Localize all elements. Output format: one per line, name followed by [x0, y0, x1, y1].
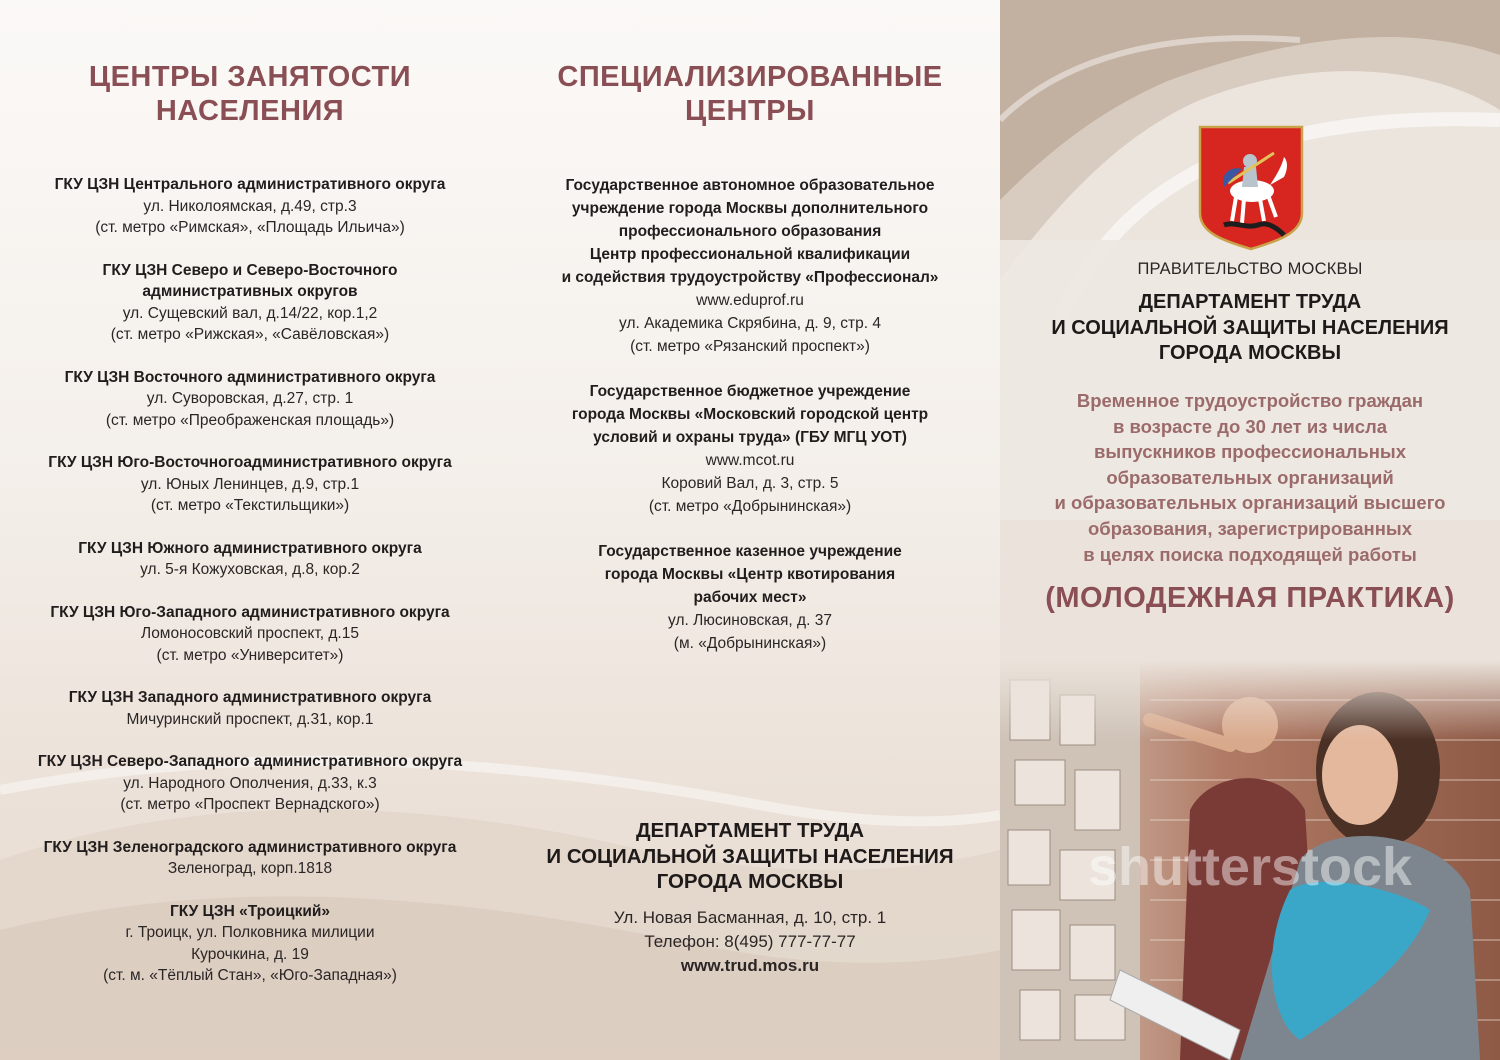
department-phone: Телефон: 8(495) 777-77-77	[644, 931, 856, 951]
center-address-line: Курочкина, д. 19	[191, 945, 309, 963]
center-address-line: ул. Юных Ленинцев, д.9, стр.1	[140, 475, 360, 493]
center-address-line: ул. 5-я Кожуховская, д.8, кор.2	[140, 561, 360, 578]
center-name: Государственное казенное учреждение города Москвы «Центр квотирования рабочих мест»	[598, 543, 902, 606]
center-address-line: ул. Народного Ополчения, д.33, к.3	[123, 774, 377, 792]
center-address-line: (ст. метро «Текстильщики»)	[150, 497, 350, 514]
center-name: ГКУ ЦЗН Западного административного округа	[68, 689, 432, 706]
center-name: ГКУ ЦЗН Юго-Восточногоадминистративного округа	[48, 454, 452, 471]
center-address-line: ул. Люсиновская, д. 37	[668, 612, 832, 629]
center-name: Государственное бюджетное учреждение города Москвы «Московский городской центр условий и охраны труда» (ГБУ МГЦ УОТ)	[571, 383, 929, 446]
department-website-link[interactable]: www.trud.mos.ru	[680, 955, 820, 975]
center-website-link[interactable]: www.mcot.ru	[705, 452, 795, 469]
center-entry	[20, 602, 480, 667]
center-name: ГКУ ЦЗН Северо и Северо-Восточного административных округов	[102, 261, 398, 300]
employment-centers-title: ЦЕНТРЫ ЗАНЯТОСТИ НАСЕЛЕНИЯ	[88, 61, 412, 127]
center-address-line: г. Троицк, ул. Полковника милиции	[125, 924, 375, 941]
center-address-line: (ст. метро «Преображенская площадь»)	[105, 411, 395, 429]
center-name: ГКУ ЦЗН Зеленоградского административного округа	[43, 838, 457, 856]
center-entry	[20, 687, 480, 730]
employment-centers-list	[20, 174, 480, 987]
center-name: ГКУ ЦЗН Центрального административного округа	[54, 176, 446, 193]
center-address-line: (ст. метро «Добрынинская»)	[648, 498, 852, 515]
center-entry	[20, 538, 480, 581]
center-name: ГКУ ЦЗН Южного административного округа	[78, 539, 422, 557]
center-address-line: (м. «Добрынинская»)	[673, 635, 827, 652]
center-entry	[20, 837, 480, 880]
center-address-line: ул. Академика Скрябина, д. 9, стр. 4	[619, 315, 881, 332]
center-entry	[520, 380, 980, 518]
center-entry	[20, 367, 480, 432]
center-address-line: Зеленоград, корп.1818	[167, 860, 333, 877]
cover-department-title: ДЕПАРТАМЕНТ ТРУДА И СОЦИАЛЬНОЙ ЗАЩИТЫ НАСЕЛЕНИЯ ГОРОДА МОСКВЫ	[1051, 291, 1449, 364]
center-entry	[20, 174, 480, 239]
center-address-line: ул. Суворовская, д.27, стр. 1	[146, 390, 354, 407]
center-address-line: (ст. метро «Рязанский проспект»)	[630, 338, 870, 355]
specialized-centers-column	[520, 60, 980, 677]
center-address-line: Мичуринский проспект, д.31, кор.1	[126, 710, 374, 728]
center-address-line: (ст. метро «Проспект Вернадского»)	[120, 796, 380, 813]
center-address-line: (ст. метро «Римская», «Площадь Ильича»)	[95, 219, 405, 236]
center-entry	[20, 751, 480, 816]
center-entry	[20, 901, 480, 987]
department-contacts	[520, 818, 980, 978]
center-address-line: (ст. м. «Тёплый Стан», «Юго-Западная»)	[103, 967, 397, 984]
center-name: ГКУ ЦЗН Северо-Западного административного округа	[37, 753, 463, 770]
department-address: Ул. Новая Басманная, д. 10, стр. 1	[613, 907, 887, 927]
center-entry	[20, 260, 480, 346]
center-name: ГКУ ЦЗН Восточного административного округа	[64, 368, 436, 386]
watermark-text: shutterstock	[1087, 837, 1413, 897]
center-entry	[20, 452, 480, 517]
government-label: ПРАВИТЕЛЬСТВО МОСКВЫ	[1137, 260, 1363, 278]
center-name: ГКУ ЦЗН Юго-Западного административного округа	[50, 603, 450, 621]
center-address-line: (ст. метро «Университет»)	[156, 646, 344, 664]
specialized-centers-title: СПЕЦИАЛИЗИРОВАННЫЕ ЦЕНТРЫ	[557, 61, 943, 127]
center-entry	[520, 174, 980, 358]
center-address-line: ул. Николоямская, д.49, стр.3	[143, 197, 357, 215]
program-title: (МОЛОДЕЖНАЯ ПРАКТИКА)	[1045, 582, 1455, 614]
center-entry	[520, 540, 980, 655]
students-photo	[1000, 660, 1500, 1060]
center-address-line: ул. Сущевский вал, д.14/22, кор.1,2	[122, 304, 378, 322]
program-description: Временное трудоустройство граждан в возрасте до 30 лет из числа выпускников профессиональных образовательных организаций и образовательных организаций высшего образования, зарегистрированных в целях поиска подходящей работы	[1054, 390, 1446, 565]
moscow-coat-of-arms-icon	[1198, 125, 1304, 251]
center-address-line: Коровий Вал, д. 3, стр. 5	[661, 475, 839, 492]
center-address-line: Ломоносовский проспект, д.15	[141, 625, 359, 642]
center-address-line: (ст. метро «Рижская», «Савёловская»)	[110, 326, 390, 343]
center-name: ГКУ ЦЗН «Троицкий»	[169, 902, 331, 920]
center-name: Государственное автономное образовательное учреждение города Москвы дополнительного профессионального образования Центр профессиональной квалификации и содействия трудоустройству «Профессионал»	[561, 177, 939, 286]
center-website-link[interactable]: www.eduprof.ru	[696, 292, 804, 309]
specialized-centers-list	[520, 174, 980, 655]
employment-centers-column	[20, 60, 480, 1008]
department-contacts-title: ДЕПАРТАМЕНТ ТРУДА И СОЦИАЛЬНОЙ ЗАЩИТЫ НАСЕЛЕНИЯ ГОРОДА МОСКВЫ	[546, 819, 954, 893]
cover-panel	[1000, 0, 1500, 1060]
